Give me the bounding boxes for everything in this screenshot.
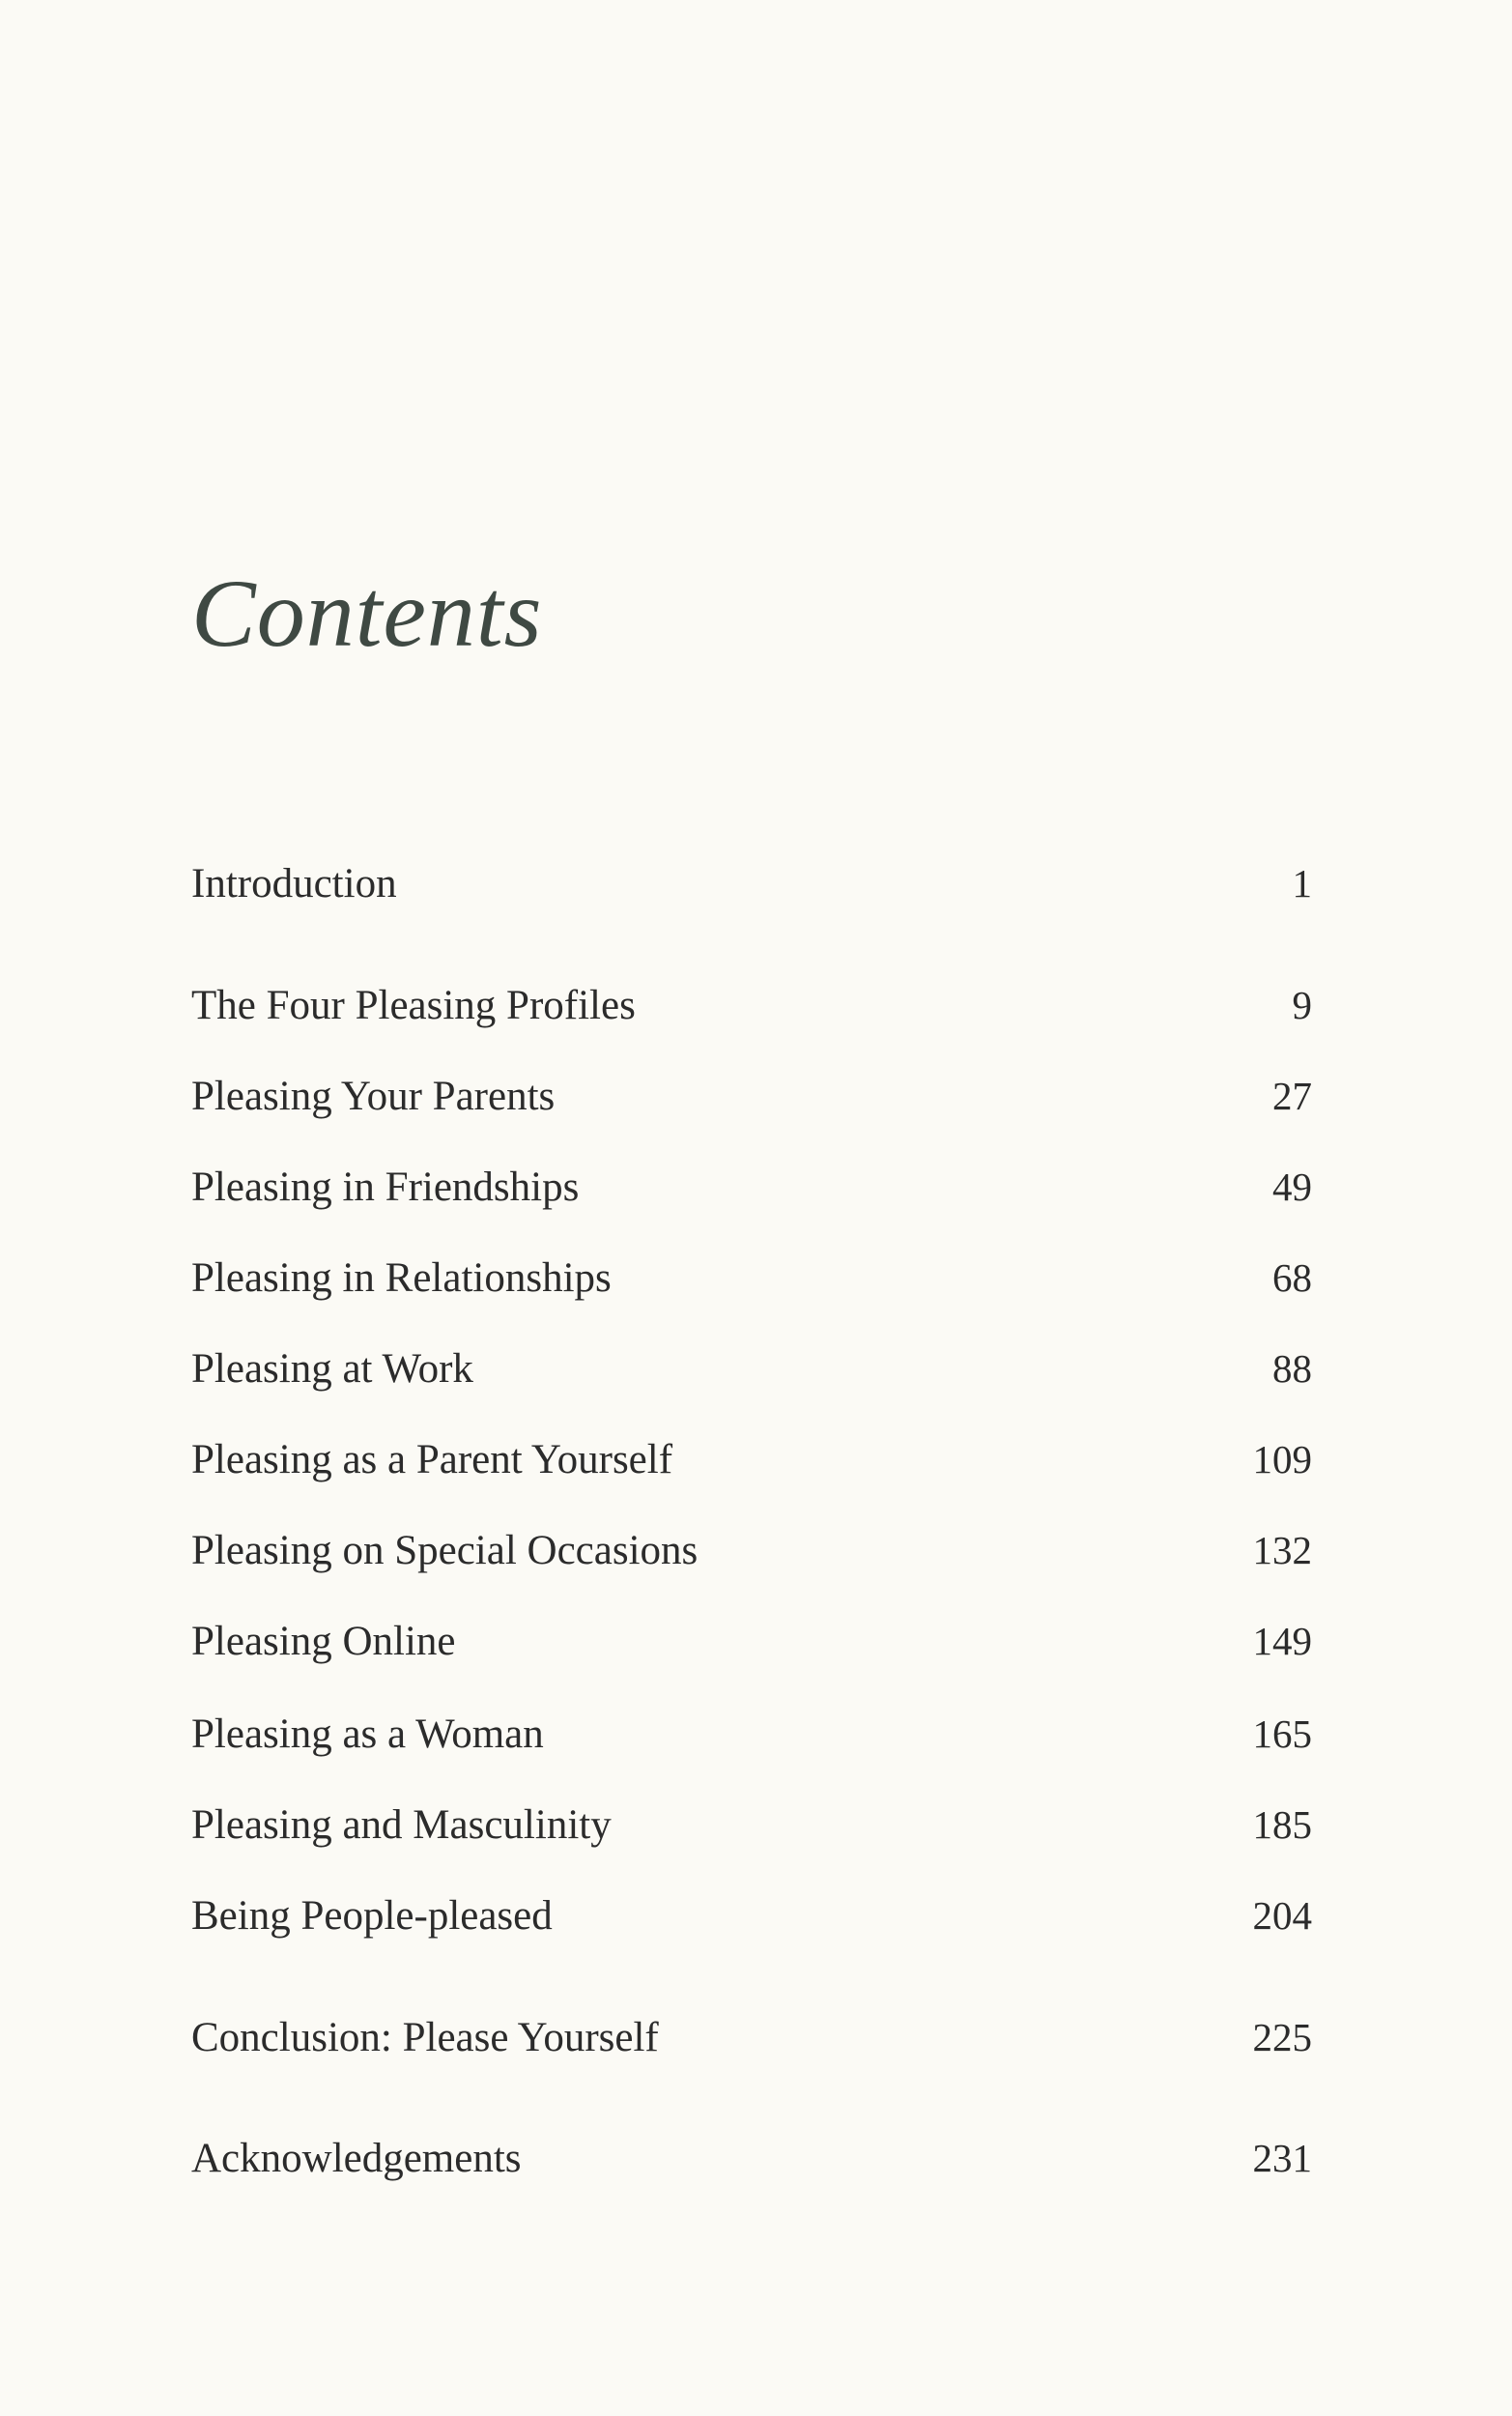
toc-entry[interactable] (191, 1886, 1312, 1944)
toc-entry[interactable] (191, 1705, 1312, 1763)
toc-entry-label: Pleasing as a Woman (191, 1711, 544, 1757)
toc-entry-label: Pleasing in Friendships (191, 1165, 580, 1210)
table-of-contents (191, 0, 1312, 2416)
toc-entry[interactable] (191, 2129, 1312, 2187)
toc-entry[interactable] (191, 1067, 1312, 1125)
toc-entry-label: Pleasing Your Parents (191, 1074, 556, 1119)
page-title: Contents (191, 560, 543, 667)
toc-entry-page: 165 (1252, 1711, 1312, 1756)
toc-entry-page: 88 (1272, 1346, 1312, 1391)
toc-entry-label: Pleasing at Work (191, 1346, 473, 1392)
toc-entry-page: 185 (1252, 1802, 1312, 1847)
toc-entry-label: Acknowledgements (191, 2136, 522, 2181)
toc-entry-page: 225 (1252, 2015, 1312, 2059)
toc-entry[interactable] (191, 1249, 1312, 1307)
toc-entry-label: The Four Pleasing Profiles (191, 983, 636, 1028)
toc-entry[interactable] (191, 976, 1312, 1034)
toc-entry[interactable] (191, 1430, 1312, 1488)
toc-entry-label: Pleasing as a Parent Yourself (191, 1437, 673, 1482)
toc-entry-page: 49 (1272, 1165, 1312, 1209)
toc-entry-page: 149 (1252, 1619, 1312, 1663)
toc-entry-label: Pleasing and Masculinity (191, 1802, 612, 1848)
toc-entry-page: 9 (1292, 983, 1312, 1027)
toc-entry-label: Pleasing on Special Occasions (191, 1528, 699, 1573)
toc-entry-page: 1 (1292, 861, 1312, 906)
toc-entry-page: 132 (1252, 1528, 1312, 1572)
toc-entry-label: Introduction (191, 861, 397, 906)
toc-entry-page: 231 (1252, 2136, 1312, 2180)
toc-entry-label: Conclusion: Please Yourself (191, 2015, 659, 2060)
toc-entry[interactable] (191, 1339, 1312, 1397)
toc-entry[interactable] (191, 1158, 1312, 1216)
toc-entry[interactable] (191, 1612, 1312, 1670)
toc-entry[interactable] (191, 1521, 1312, 1579)
toc-entry[interactable] (191, 854, 1312, 912)
toc-entry-label: Being People-pleased (191, 1893, 553, 1939)
toc-entry-label: Pleasing in Relationships (191, 1255, 612, 1301)
toc-entry[interactable] (191, 1796, 1312, 1854)
toc-entry-page: 27 (1272, 1074, 1312, 1118)
toc-entry-label: Pleasing Online (191, 1619, 456, 1664)
toc-entry-page: 204 (1252, 1893, 1312, 1938)
toc-entry-page: 109 (1252, 1437, 1312, 1481)
toc-entry-page: 68 (1272, 1255, 1312, 1300)
toc-entry[interactable] (191, 2008, 1312, 2066)
